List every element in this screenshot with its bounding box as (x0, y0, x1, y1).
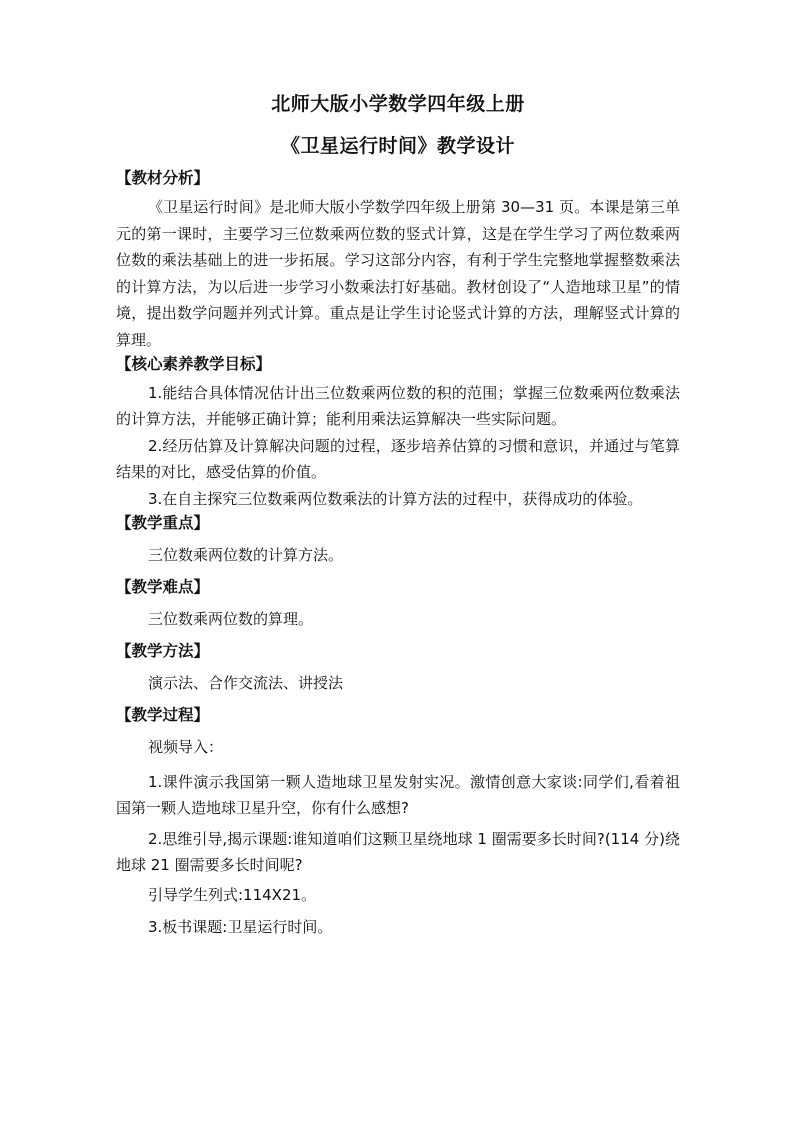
goal-item-1: 1.能结合具体情况估计出三位数乘两位数的积的范围；掌握三位数乘两位数乘法的计算方法，并能够正确计算；能利用乘法运算解决一些实际问题。 (116, 383, 680, 429)
difficulty-text: 三位数乘两位数的算理。 (148, 609, 314, 628)
key-point-text: 三位数乘两位数的计算方法。 (148, 545, 344, 564)
process-step-formula: 引导学生列式:114X21。 (148, 885, 317, 904)
process-step-3: 3.板书课题:卫星运行时间。 (148, 917, 333, 936)
section-heading-goals: 【核心素养教学目标】 (116, 354, 272, 373)
analysis-paragraph: 《卫星运行时间》是北师大版小学数学四年级上册第 30—31 页。本课是第三单元的第一课时，主要学习三位数乘两位数的竖式计算，这是在学生学习了两位数乘两位数的乘法基础上的进一步拓展。学习这部分内容，有利于学生完整地掌握整数乘法的计算方法，为以后进一步学习小数乘法打好基础。教材创设了“人造地球卫星”的情境，提出数学问题并列式计算。重点是让学生讨论竖式计算的方法，理解竖式计算的算理。 (116, 198, 680, 349)
section-heading-analysis: 【教材分析】 (116, 169, 210, 187)
section-heading-key-point: 【教学重点】 (116, 513, 210, 532)
section-heading-process: 【教学过程】 (116, 705, 210, 724)
document-title-line1: 北师大版小学数学四年级上册 (271, 93, 525, 115)
process-step-2: 2.思维引导,揭示课题:谁知道咱们这颗卫星绕地球 1 圈需要多长时间?(114 分)绕地球 21 圈需要多长时间呢? (116, 829, 680, 875)
goal-item-2: 2.经历估算及计算解决问题的过程，逐步培养估算的习惯和意识，并通过与笔算结果的对比，感受估算的价值。 (116, 436, 680, 482)
process-step-1: 1.课件演示我国第一颗人造地球卫星发射实况。激情创意大家谈:同学们,看着祖国第一颗人造地球卫星升空，你有什么感想? (116, 772, 680, 818)
process-intro: 视频导入： (148, 737, 224, 756)
document-page (116, 92, 680, 949)
section-heading-method: 【教学方法】 (116, 641, 210, 660)
section-heading-difficulty: 【教学难点】 (116, 577, 210, 596)
method-text: 演示法、合作交流法、讲授法 (148, 673, 344, 692)
goal-item-3: 3.在自主探究三位数乘两位数乘法的计算方法的过程中，获得成功的体验。 (148, 489, 643, 508)
document-title-line2: 《卫星运行时间》教学设计 (280, 135, 515, 157)
